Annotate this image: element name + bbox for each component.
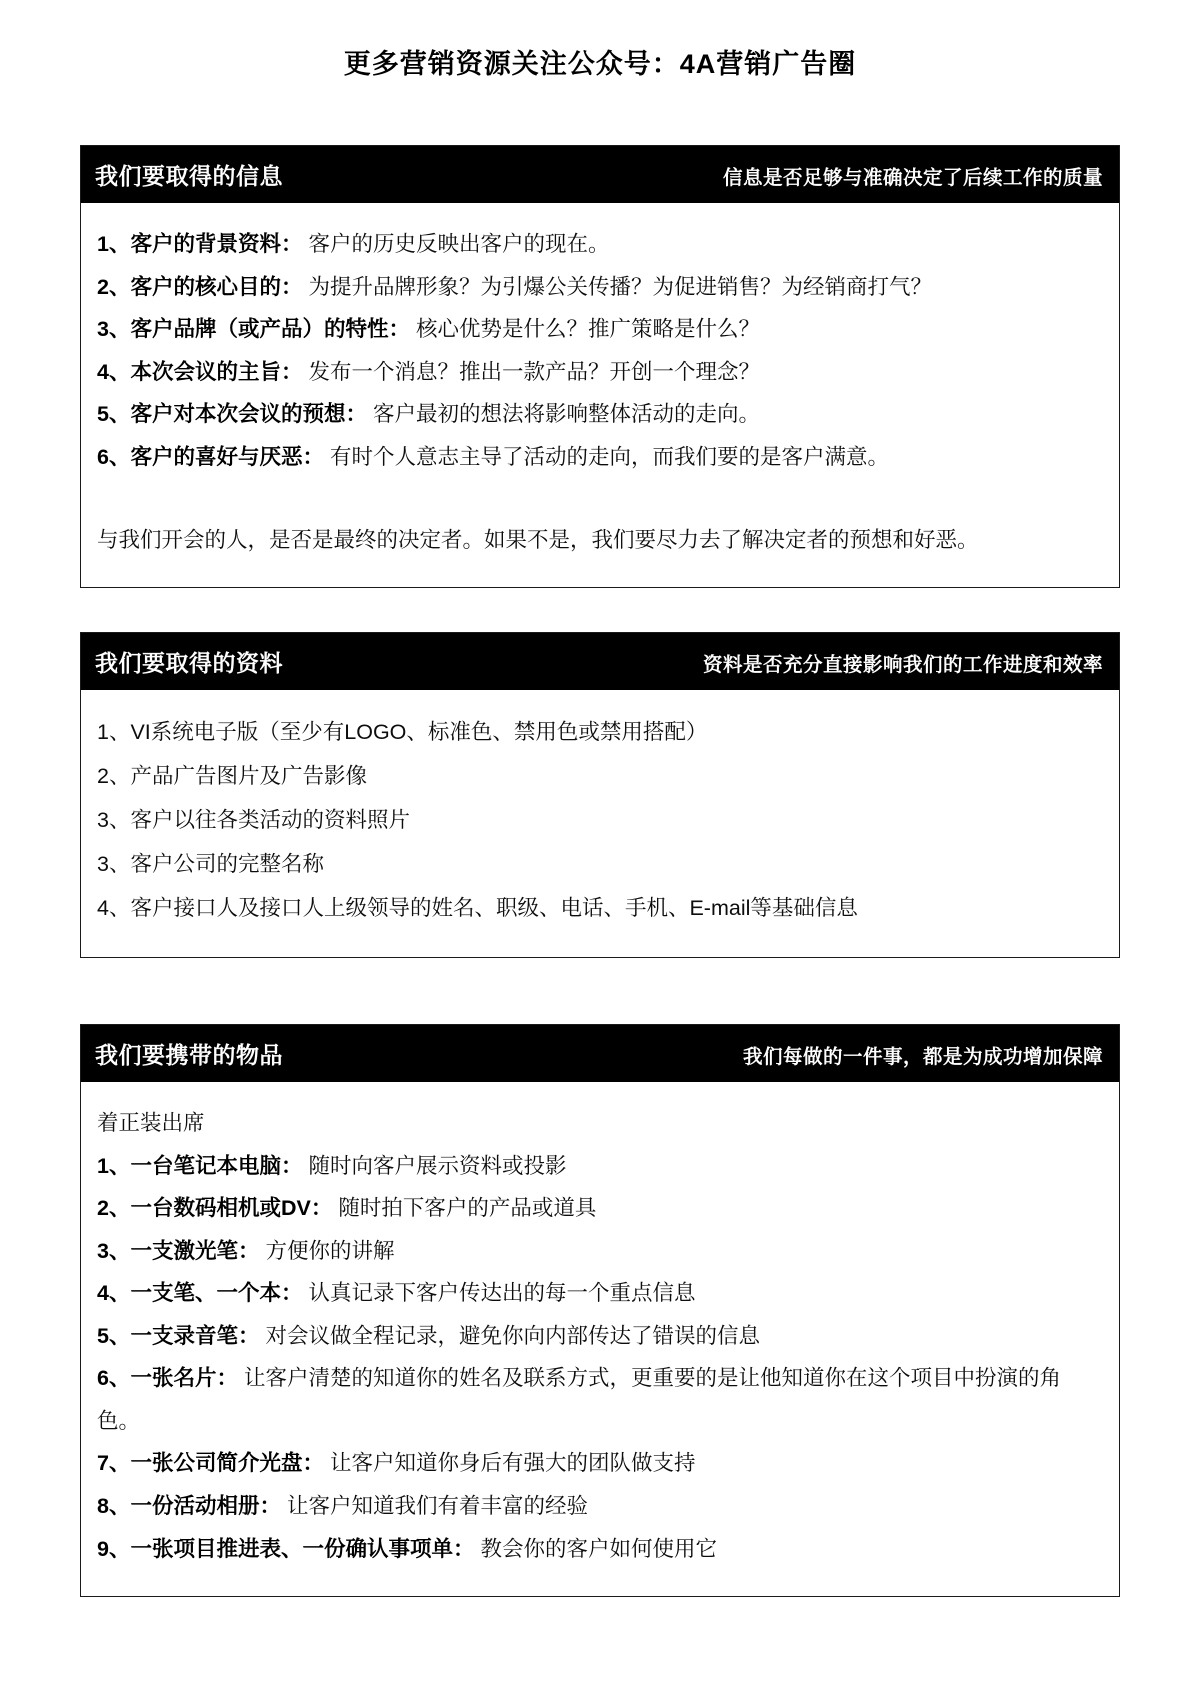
item-label: 8、一份活动相册：	[97, 1494, 281, 1519]
list-item	[97, 436, 1101, 479]
list-item	[97, 266, 1101, 309]
list-item	[97, 223, 1101, 266]
item-text: 随时拍下客户的产品或道具	[338, 1196, 597, 1221]
item-text: 让客户清楚的知道你的姓名及联系方式，更重要的是让他知道你在这个项目中扮演的角色。	[97, 1366, 1061, 1433]
item-label: 4、本次会议的主旨：	[97, 359, 303, 384]
list-item	[97, 1230, 1101, 1273]
list-item: 3、客户公司的完整名称	[97, 852, 324, 877]
item-label: 9、一张项目推进表、一份确认事项单：	[97, 1536, 475, 1561]
item-label: 7、一张公司简介光盘：	[97, 1451, 324, 1476]
section-materials-header	[81, 633, 1119, 690]
list-item	[97, 1442, 1101, 1485]
section-items-to-bring	[80, 1024, 1120, 1598]
item-text: 有时个人意志主导了活动的走向，而我们要的是客户满意。	[329, 444, 889, 469]
item-label: 4、一支笔、一个本：	[97, 1281, 303, 1306]
item-label: 6、一张名片：	[97, 1366, 238, 1391]
section-subtitle: 资料是否充分直接影响我们的工作进度和效率	[702, 654, 1103, 677]
section-title: 我们要取得的资料	[95, 650, 283, 677]
section-subtitle: 信息是否足够与准确决定了后续工作的质量	[722, 167, 1103, 189]
item-label: 2、客户的核心目的：	[97, 274, 303, 299]
list-item	[97, 1187, 1101, 1230]
item-text: 让客户知道我们有着丰富的经验	[286, 1494, 588, 1519]
item-label: 1、客户的背景资料：	[97, 232, 303, 256]
list-item: 4、客户接口人及接口人上级领导的姓名、职级、电话、手机、E-mail等基础信息	[97, 896, 858, 921]
item-text: 认真记录下客户传达出的每一个重点信息	[308, 1281, 696, 1306]
item-text: 为提升品牌形象？为引爆公关传播？为促进销售？为经销商打气？	[308, 274, 932, 299]
item-text: 客户的历史反映出客户的现在。	[308, 232, 610, 256]
page-title: 更多营销资源关注公众号：4A营销广告圈	[343, 49, 857, 79]
item-label: 2、一台数码相机或DV：	[97, 1196, 333, 1221]
list-item	[97, 1357, 1101, 1442]
item-text: 让客户知道你身后有强大的团队做支持	[329, 1451, 696, 1476]
item-text: 方便你的讲解	[265, 1238, 395, 1263]
list-item	[97, 1485, 1101, 1528]
item-text: 核心优势是什么？推广策略是什么？	[415, 317, 760, 342]
list-item	[97, 1272, 1101, 1315]
item-label: 5、一支录音笔：	[97, 1323, 260, 1348]
list-item: 2、产品广告图片及广告影像	[97, 764, 367, 789]
item-label: 3、一支激光笔：	[97, 1238, 260, 1263]
section-information-body	[81, 203, 1119, 587]
item-label: 5、客户对本次会议的预想：	[97, 402, 367, 427]
section-materials	[80, 632, 1120, 957]
section-items-to-bring-header	[81, 1025, 1119, 1082]
list-item	[97, 351, 1101, 394]
section-information	[80, 145, 1120, 588]
section-intro: 着正装出席	[97, 1110, 205, 1135]
item-text: 教会你的客户如何使用它	[480, 1536, 717, 1561]
list-item: 3、客户以往各类活动的资料照片	[97, 808, 410, 833]
list-item	[97, 1145, 1101, 1188]
section-subtitle: 我们每做的一件事，都是为成功增加保障	[742, 1045, 1103, 1068]
list-item	[97, 393, 1101, 436]
section-note: 与我们开会的人，是否是最终的决定者。如果不是，我们要尽力去了解决定者的预想和好恶。	[97, 528, 979, 553]
item-text: 客户最初的想法将影响整体活动的走向。	[372, 402, 760, 427]
list-item	[97, 308, 1101, 351]
section-information-header	[81, 146, 1119, 203]
list-item: 1、VI系统电子版（至少有LOGO、标准色、禁用色或禁用搭配）	[97, 720, 708, 745]
item-text: 对会议做全程记录，避免你向内部传达了错误的信息	[265, 1323, 760, 1348]
item-label: 1、一台笔记本电脑：	[97, 1153, 303, 1178]
list-item	[97, 1315, 1101, 1358]
item-label: 3、客户品牌（或产品）的特性：	[97, 317, 410, 342]
item-label: 6、客户的喜好与厌恶：	[97, 444, 324, 469]
section-materials-body	[81, 690, 1119, 956]
section-title: 我们要携带的物品	[95, 1041, 283, 1068]
list-item	[97, 1528, 1101, 1571]
item-text: 随时向客户展示资料或投影	[308, 1153, 567, 1178]
section-title: 我们要取得的信息	[95, 163, 283, 189]
item-text: 发布一个消息？推出一款产品？开创一个理念？	[308, 359, 760, 384]
section-items-to-bring-body	[81, 1082, 1119, 1597]
